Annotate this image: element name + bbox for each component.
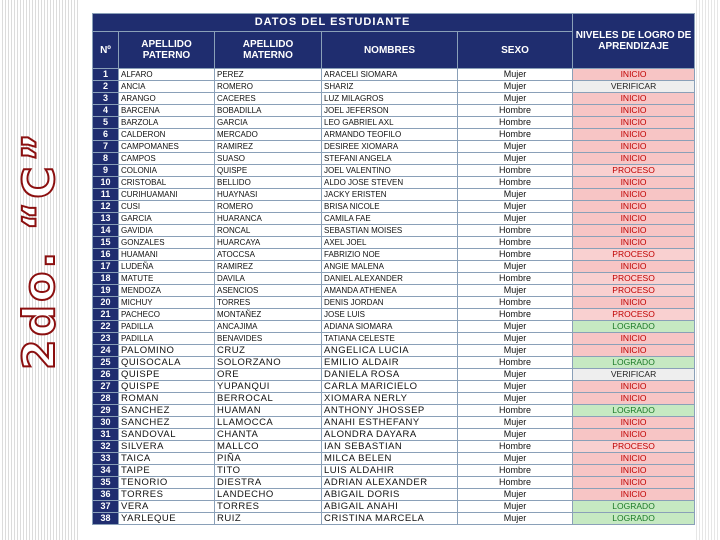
nombres-cell: ANAHI ESTHEFANY (322, 417, 458, 429)
apellido-paterno-cell: LUDEÑA (119, 261, 215, 273)
sexo-cell: Mujer (458, 489, 573, 501)
nivel-logro-cell: INICIO (573, 333, 695, 345)
sexo-cell: Hombre (458, 309, 573, 321)
nombres-cell: LUZ MILAGROS (322, 93, 458, 105)
apellido-materno-cell: DAVILA (215, 273, 322, 285)
table-row (93, 237, 695, 249)
table-row (93, 165, 695, 177)
apellido-materno-cell: PEREZ (215, 69, 322, 81)
right-decorative-stripes (694, 0, 720, 540)
student-number: 28 (93, 393, 119, 405)
nombres-cell: ABIGAIL ANAHI (322, 501, 458, 513)
apellido-paterno-cell: HUAMANI (119, 249, 215, 261)
nivel-logro-cell: VERIFICAR (573, 369, 695, 381)
student-number: 37 (93, 501, 119, 513)
student-number: 19 (93, 285, 119, 297)
apellido-paterno-cell: ARANGO (119, 93, 215, 105)
sexo-cell: Hombre (458, 177, 573, 189)
sexo-cell: Mujer (458, 513, 573, 525)
table-row (93, 69, 695, 81)
student-number: 17 (93, 261, 119, 273)
nombres-cell: ARACELI SIOMARA (322, 69, 458, 81)
apellido-paterno-cell: VERA (119, 501, 215, 513)
nivel-logro-cell: INICIO (573, 213, 695, 225)
apellido-materno-cell: YUPANQUI (215, 381, 322, 393)
apellido-materno-cell: TORRES (215, 297, 322, 309)
nivel-logro-cell: PROCESO (573, 273, 695, 285)
nombres-cell: CRISTINA MARCELA (322, 513, 458, 525)
sexo-cell: Hombre (458, 237, 573, 249)
table-row (93, 405, 695, 417)
apellido-paterno-cell: CRISTOBAL (119, 177, 215, 189)
apellido-paterno-cell: MATUTE (119, 273, 215, 285)
apellido-materno-cell: SOLORZANO (215, 357, 322, 369)
nombres-cell: SEBASTIAN MOISES (322, 225, 458, 237)
apellido-paterno-cell: QUISOCALA (119, 357, 215, 369)
apellido-paterno-cell: MENDOZA (119, 285, 215, 297)
sexo-cell: Mujer (458, 285, 573, 297)
nivel-logro-cell: INICIO (573, 237, 695, 249)
nombres-cell: JACKY ERISTEN (322, 189, 458, 201)
apellido-paterno-cell: TENORIO (119, 477, 215, 489)
sexo-cell: Hombre (458, 405, 573, 417)
apellido-materno-cell: ATOCCSA (215, 249, 322, 261)
apellido-materno-cell: QUISPE (215, 165, 322, 177)
apellido-materno-cell: RONCAL (215, 225, 322, 237)
sexo-cell: Mujer (458, 93, 573, 105)
table-row (93, 369, 695, 381)
sexo-cell: Hombre (458, 129, 573, 141)
nivel-logro-cell: LOGRADO (573, 513, 695, 525)
student-number: 10 (93, 177, 119, 189)
student-number: 13 (93, 213, 119, 225)
apellido-paterno-cell: TORRES (119, 489, 215, 501)
apellido-materno-cell: ASENCIOS (215, 285, 322, 297)
table-row (93, 117, 695, 129)
nombres-cell: ABIGAIL DORIS (322, 489, 458, 501)
sexo-cell: Mujer (458, 333, 573, 345)
nivel-logro-cell: INICIO (573, 177, 695, 189)
nivel-logro-cell: INICIO (573, 105, 695, 117)
student-number: 5 (93, 117, 119, 129)
nivel-logro-cell: LOGRADO (573, 357, 695, 369)
apellido-materno-cell: HUAYNASI (215, 189, 322, 201)
table-row (93, 381, 695, 393)
apellido-materno-cell: BENAVIDES (215, 333, 322, 345)
apellido-paterno-cell: QUISPE (119, 381, 215, 393)
table-row (93, 465, 695, 477)
table-row (93, 105, 695, 117)
nombres-cell: DANIELA ROSA (322, 369, 458, 381)
nombres-cell: DANIEL ALEXANDER (322, 273, 458, 285)
apellido-materno-cell: RAMIREZ (215, 261, 322, 273)
nombres-cell: XIOMARA NERLY (322, 393, 458, 405)
nivel-logro-cell: INICIO (573, 345, 695, 357)
apellido-materno-cell: MERCADO (215, 129, 322, 141)
sexo-cell: Mujer (458, 429, 573, 441)
table-row (93, 429, 695, 441)
table-header (93, 14, 695, 69)
table-row (93, 189, 695, 201)
nombres-cell: ADRIAN ALEXANDER (322, 477, 458, 489)
nombres-cell: ANGIE MALENA (322, 261, 458, 273)
table-row (93, 345, 695, 357)
apellido-materno-cell: CRUZ (215, 345, 322, 357)
student-number: 36 (93, 489, 119, 501)
apellido-paterno-cell: PADILLA (119, 321, 215, 333)
apellido-materno-cell: ORE (215, 369, 322, 381)
nombres-cell: IAN SEBASTIAN (322, 441, 458, 453)
apellido-materno-cell: SUASO (215, 153, 322, 165)
sexo-cell: Mujer (458, 81, 573, 93)
student-number: 33 (93, 453, 119, 465)
table-row (93, 273, 695, 285)
apellido-paterno-cell: SILVERA (119, 441, 215, 453)
header-nombres: NOMBRES (322, 32, 458, 69)
apellido-paterno-cell: YARLEQUE (119, 513, 215, 525)
apellido-paterno-cell: CAMPOS (119, 153, 215, 165)
nombres-cell: JOSE LUIS (322, 309, 458, 321)
sexo-cell: Mujer (458, 345, 573, 357)
table-row (93, 453, 695, 465)
student-number: 31 (93, 429, 119, 441)
student-number: 1 (93, 69, 119, 81)
nombres-cell: ADIANA SIOMARA (322, 321, 458, 333)
table-row (93, 93, 695, 105)
nombres-cell: EMILIO ALDAIR (322, 357, 458, 369)
sexo-cell: Hombre (458, 165, 573, 177)
student-number: 2 (93, 81, 119, 93)
header-apellido-materno: APELLIDO MATERNO (215, 32, 322, 69)
student-number: 11 (93, 189, 119, 201)
nivel-logro-cell: INICIO (573, 93, 695, 105)
table-row (93, 141, 695, 153)
apellido-materno-cell: GARCIA (215, 117, 322, 129)
student-number: 22 (93, 321, 119, 333)
table-row (93, 333, 695, 345)
nivel-logro-cell: LOGRADO (573, 321, 695, 333)
header-niveles-logro: NIVELES DE LOGRO DE APRENDIZAJE (573, 14, 695, 69)
sexo-cell: Hombre (458, 357, 573, 369)
table-row (93, 513, 695, 525)
nombres-cell: AXEL JOEL (322, 237, 458, 249)
nombres-cell: ARMANDO TEOFILO (322, 129, 458, 141)
nivel-logro-cell: INICIO (573, 465, 695, 477)
apellido-materno-cell: TITO (215, 465, 322, 477)
student-number: 4 (93, 105, 119, 117)
sexo-cell: Mujer (458, 213, 573, 225)
sexo-cell: Hombre (458, 225, 573, 237)
apellido-materno-cell: RAMIREZ (215, 141, 322, 153)
nombres-cell: AMANDA ATHENEA (322, 285, 458, 297)
apellido-materno-cell: ANCAJIMA (215, 321, 322, 333)
sexo-cell: Mujer (458, 381, 573, 393)
nivel-logro-cell: PROCESO (573, 309, 695, 321)
student-table (92, 13, 695, 525)
apellido-paterno-cell: MICHUY (119, 297, 215, 309)
table-row (93, 309, 695, 321)
table-row (93, 393, 695, 405)
nivel-logro-cell: INICIO (573, 69, 695, 81)
sexo-cell: Mujer (458, 369, 573, 381)
sexo-cell: Hombre (458, 465, 573, 477)
apellido-paterno-cell: PALOMINO (119, 345, 215, 357)
sexo-cell: Mujer (458, 153, 573, 165)
apellido-materno-cell: PIÑA (215, 453, 322, 465)
nombres-cell: STEFANI ANGELA (322, 153, 458, 165)
apellido-paterno-cell: BARZOLA (119, 117, 215, 129)
table-row (93, 417, 695, 429)
apellido-materno-cell: MALLCO (215, 441, 322, 453)
nivel-logro-cell: PROCESO (573, 441, 695, 453)
nombres-cell: DESIREE XIOMARA (322, 141, 458, 153)
nombres-cell: FABRIZIO NOE (322, 249, 458, 261)
nivel-logro-cell: INICIO (573, 225, 695, 237)
apellido-materno-cell: ROMERO (215, 81, 322, 93)
student-number: 27 (93, 381, 119, 393)
sexo-cell: Mujer (458, 261, 573, 273)
apellido-materno-cell: BERROCAL (215, 393, 322, 405)
sexo-cell: Mujer (458, 453, 573, 465)
apellido-materno-cell: TORRES (215, 501, 322, 513)
student-number: 35 (93, 477, 119, 489)
nombres-cell: ALDO JOSE STEVEN (322, 177, 458, 189)
header-apellido-paterno: APELLIDO PATERNO (119, 32, 215, 69)
table-row (93, 225, 695, 237)
table-row (93, 177, 695, 189)
apellido-materno-cell: HUARANCA (215, 213, 322, 225)
nombres-cell: CAMILA FAE (322, 213, 458, 225)
apellido-paterno-cell: ANCIA (119, 81, 215, 93)
sexo-cell: Hombre (458, 297, 573, 309)
apellido-paterno-cell: SANCHEZ (119, 417, 215, 429)
sexo-cell: Mujer (458, 201, 573, 213)
student-number: 24 (93, 345, 119, 357)
apellido-paterno-cell: ROMAN (119, 393, 215, 405)
table-row (93, 357, 695, 369)
sexo-cell: Mujer (458, 189, 573, 201)
table-row (93, 441, 695, 453)
nivel-logro-cell: INICIO (573, 189, 695, 201)
header-datos-estudiante: DATOS DEL ESTUDIANTE (93, 14, 573, 32)
table-row (93, 129, 695, 141)
apellido-paterno-cell: SANDOVAL (119, 429, 215, 441)
nivel-logro-cell: INICIO (573, 261, 695, 273)
apellido-paterno-cell: CAMPOMANES (119, 141, 215, 153)
student-number: 14 (93, 225, 119, 237)
nombres-cell: BRISA NICOLE (322, 201, 458, 213)
student-number: 26 (93, 369, 119, 381)
apellido-materno-cell: BOBADILLA (215, 105, 322, 117)
apellido-paterno-cell: CUSI (119, 201, 215, 213)
apellido-paterno-cell: COLONIA (119, 165, 215, 177)
apellido-materno-cell: DIESTRA (215, 477, 322, 489)
sexo-cell: Hombre (458, 273, 573, 285)
apellido-materno-cell: MONTAÑEZ (215, 309, 322, 321)
nivel-logro-cell: INICIO (573, 201, 695, 213)
sexo-cell: Mujer (458, 69, 573, 81)
table-row (93, 489, 695, 501)
nombres-cell: SHARIZ (322, 81, 458, 93)
apellido-materno-cell: LANDECHO (215, 489, 322, 501)
table-row (93, 285, 695, 297)
apellido-materno-cell: ROMERO (215, 201, 322, 213)
student-number: 8 (93, 153, 119, 165)
student-number: 30 (93, 417, 119, 429)
sexo-cell: Mujer (458, 417, 573, 429)
apellido-materno-cell: CACERES (215, 93, 322, 105)
apellido-paterno-cell: BARCENA (119, 105, 215, 117)
student-number: 16 (93, 249, 119, 261)
sexo-cell: Hombre (458, 249, 573, 261)
apellido-paterno-cell: TAIPE (119, 465, 215, 477)
nombres-cell: LEO GABRIEL AXL (322, 117, 458, 129)
apellido-materno-cell: BELLIDO (215, 177, 322, 189)
apellido-paterno-cell: GARCIA (119, 213, 215, 225)
apellido-materno-cell: HUARCAYA (215, 237, 322, 249)
nivel-logro-cell: PROCESO (573, 249, 695, 261)
sexo-cell: Hombre (458, 105, 573, 117)
apellido-paterno-cell: SANCHEZ (119, 405, 215, 417)
nombres-cell: ANGELICA LUCIA (322, 345, 458, 357)
apellido-paterno-cell: ALFARO (119, 69, 215, 81)
apellido-paterno-cell: QUISPE (119, 369, 215, 381)
student-number: 18 (93, 273, 119, 285)
nombres-cell: JOEL VALENTINO (322, 165, 458, 177)
nivel-logro-cell: INICIO (573, 153, 695, 165)
table-row (93, 297, 695, 309)
nivel-logro-cell: INICIO (573, 489, 695, 501)
student-number: 38 (93, 513, 119, 525)
table-body (93, 69, 695, 525)
nivel-logro-cell: INICIO (573, 429, 695, 441)
table-row (93, 201, 695, 213)
nivel-logro-cell: INICIO (573, 297, 695, 309)
nombres-cell: JOEL JEFERSON (322, 105, 458, 117)
nivel-logro-cell: INICIO (573, 477, 695, 489)
student-number: 6 (93, 129, 119, 141)
table-row (93, 249, 695, 261)
nivel-logro-cell: INICIO (573, 453, 695, 465)
table-row (93, 213, 695, 225)
nivel-logro-cell: INICIO (573, 393, 695, 405)
sexo-cell: Mujer (458, 141, 573, 153)
apellido-paterno-cell: GAVIDIA (119, 225, 215, 237)
student-number: 32 (93, 441, 119, 453)
nivel-logro-cell: INICIO (573, 417, 695, 429)
table-row (93, 153, 695, 165)
student-number: 7 (93, 141, 119, 153)
sexo-cell: Mujer (458, 501, 573, 513)
nivel-logro-cell: PROCESO (573, 165, 695, 177)
apellido-paterno-cell: PADILLA (119, 333, 215, 345)
nivel-logro-cell: PROCESO (573, 285, 695, 297)
student-number: 29 (93, 405, 119, 417)
nivel-logro-cell: LOGRADO (573, 405, 695, 417)
nivel-logro-cell: INICIO (573, 141, 695, 153)
sexo-cell: Mujer (458, 393, 573, 405)
nombres-cell: MILCA BELEN (322, 453, 458, 465)
nivel-logro-cell: INICIO (573, 129, 695, 141)
table-row (93, 81, 695, 93)
nombres-cell: ALONDRA DAYARA (322, 429, 458, 441)
header-num: Nº (93, 32, 119, 69)
student-number: 21 (93, 309, 119, 321)
nombres-cell: DENIS JORDAN (322, 297, 458, 309)
apellido-paterno-cell: GONZALES (119, 237, 215, 249)
nivel-logro-cell: INICIO (573, 381, 695, 393)
apellido-paterno-cell: PACHECO (119, 309, 215, 321)
apellido-paterno-cell: CALDERON (119, 129, 215, 141)
student-number: 20 (93, 297, 119, 309)
table-row (93, 477, 695, 489)
nivel-logro-cell: INICIO (573, 117, 695, 129)
apellido-materno-cell: RUIZ (215, 513, 322, 525)
sexo-cell: Hombre (458, 117, 573, 129)
apellido-paterno-cell: CURIHUAMANI (119, 189, 215, 201)
nivel-logro-cell: VERIFICAR (573, 81, 695, 93)
sexo-cell: Hombre (458, 477, 573, 489)
student-number: 25 (93, 357, 119, 369)
section-title: 2do. “C” (14, 129, 65, 370)
student-number: 12 (93, 201, 119, 213)
nombres-cell: LUIS ALDAHIR (322, 465, 458, 477)
table-row (93, 261, 695, 273)
nivel-logro-cell: LOGRADO (573, 501, 695, 513)
apellido-paterno-cell: TAICA (119, 453, 215, 465)
apellido-materno-cell: CHANTA (215, 429, 322, 441)
nombres-cell: ANTHONY JHOSSEP (322, 405, 458, 417)
apellido-materno-cell: LLAMOCCA (215, 417, 322, 429)
table-row (93, 321, 695, 333)
sexo-cell: Mujer (458, 321, 573, 333)
nombres-cell: CARLA MARICIELO (322, 381, 458, 393)
student-number: 3 (93, 93, 119, 105)
table-row (93, 501, 695, 513)
nombres-cell: TATIANA CELESTE (322, 333, 458, 345)
sexo-cell: Hombre (458, 441, 573, 453)
header-sexo: SEXO (458, 32, 573, 69)
apellido-materno-cell: HUAMAN (215, 405, 322, 417)
student-number: 23 (93, 333, 119, 345)
student-number: 34 (93, 465, 119, 477)
student-number: 9 (93, 165, 119, 177)
student-number: 15 (93, 237, 119, 249)
